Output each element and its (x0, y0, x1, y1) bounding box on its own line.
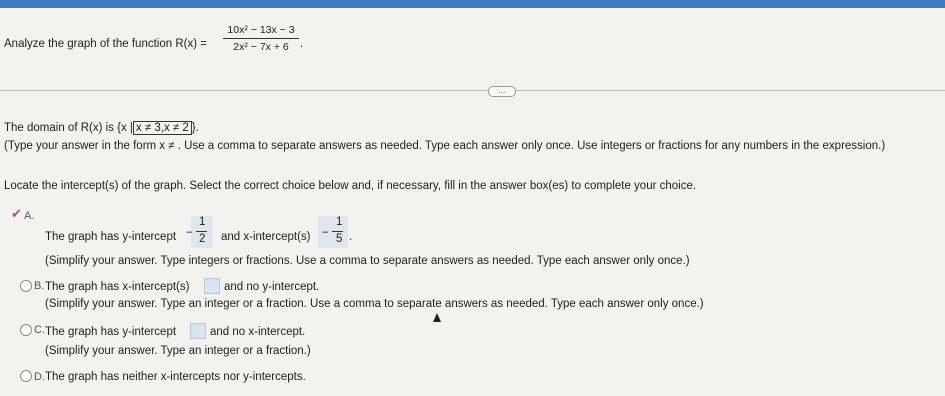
option-a-x-den: 5 (336, 233, 343, 245)
option-b-text-before: The graph has x-intercept(s) (45, 281, 190, 293)
top-accent-bar (0, 0, 945, 8)
option-a-trailing: . (349, 231, 353, 243)
option-a-x-intercept-box[interactable] (318, 216, 348, 248)
numerator: 10x² − 13x − 3 (227, 24, 295, 36)
domain-set-close: }. (191, 122, 199, 134)
denominator: 2x² − 7x + 6 (233, 41, 289, 53)
domain-instruction: (Type your answer in the form x ≠ . Use a comma to separate answers as needed. Type each answer only once. Use integers or fractions for any numbers in the expression.) (4, 140, 886, 152)
more-button[interactable]: ... (488, 86, 516, 97)
domain-prefix: The domain of R(x) is (4, 122, 114, 134)
mouse-cursor-icon (433, 313, 441, 322)
option-a-x-sign: − (322, 227, 329, 239)
option-b-answer-box[interactable] (204, 278, 220, 294)
option-a-hint: (Simplify your answer. Type integers or fractions. Use a comma to separate answers as needed. Type each answer only once.) (45, 255, 690, 267)
option-a-x-num: 1 (336, 216, 343, 228)
option-c-answer-box[interactable] (190, 323, 206, 339)
question-period: . (300, 38, 304, 50)
question-prompt: Analyze the graph of the function R(x) = (4, 38, 207, 50)
option-d-letter: D. (34, 371, 45, 383)
option-b-radio[interactable] (20, 280, 32, 292)
option-d-radio[interactable] (20, 370, 32, 382)
option-a-letter: A. (24, 210, 35, 222)
section-divider (0, 90, 945, 91)
option-a-text-before: The graph has y-intercept (45, 231, 177, 243)
option-b-letter: B. (34, 280, 45, 292)
option-a-y-num: 1 (199, 216, 206, 228)
option-c-hint: (Simplify your answer. Type an integer or a fraction.) (45, 345, 311, 357)
option-c-radio[interactable] (20, 324, 32, 336)
option-c-text-after: and no x-intercept. (210, 326, 306, 338)
option-d-text: The graph has neither x-intercepts nor y-intercepts. (45, 371, 306, 383)
option-a-y-intercept-box[interactable] (186, 216, 213, 248)
function-fraction (223, 24, 299, 53)
domain-line (4, 122, 199, 134)
option-c-letter: C. (34, 324, 45, 336)
option-a-text-mid: and x-intercept(s) (221, 231, 311, 243)
option-c-text-before: The graph has y-intercept (45, 326, 177, 338)
domain-set-open: {x | (117, 122, 133, 134)
domain-answer-box[interactable]: x ≠ 3,x ≠ 2 (133, 121, 192, 135)
option-a-y-den: 2 (199, 233, 206, 245)
checkmark-icon: ✔ (11, 206, 22, 221)
option-b-hint: (Simplify your answer. Type an integer or a fraction. Use a comma to separate answers as needed. Type each answer only once.) (45, 298, 704, 310)
option-a-y-sign: − (186, 227, 193, 239)
intercepts-instruction: Locate the intercept(s) of the graph. Select the correct choice below and, if necessary, fill in the answer box(es) to complete your choice. (4, 180, 697, 192)
option-b-text-after: and no y-intercept. (224, 281, 320, 293)
